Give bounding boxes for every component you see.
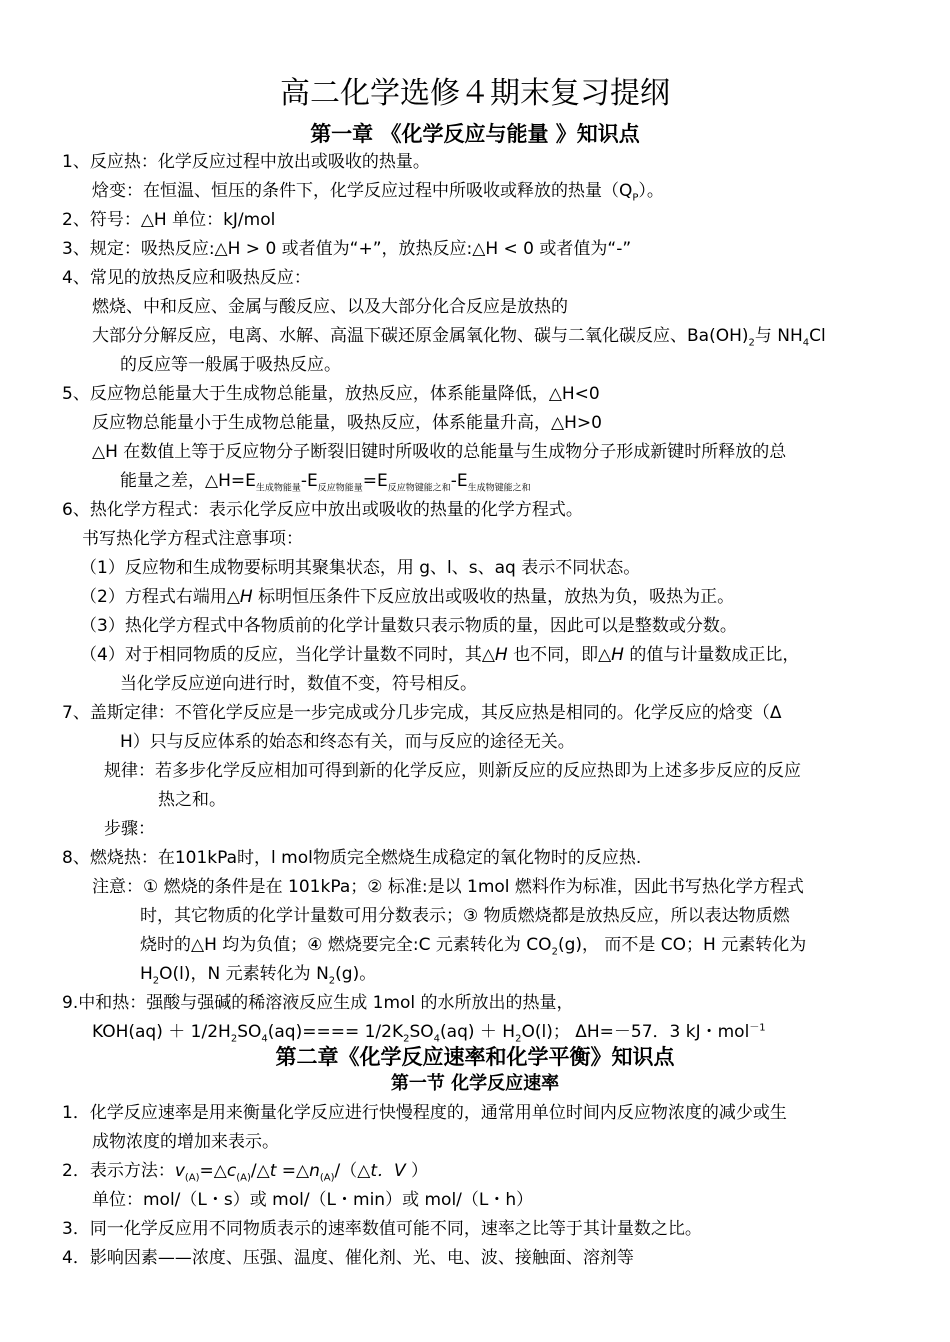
text-line: 反应物总能量小于生成物总能量，吸热反应，体系能量升高，△H>0 xyxy=(92,413,602,433)
chapter-2-heading: 第二章《化学反应速率和化学平衡》知识点 xyxy=(275,1045,675,1069)
text-line: 燃烧、中和反应、金属与酸反应、以及大部分化合反应是放热的 xyxy=(92,297,568,317)
text-line: 2．表示方法：$v_{(A)}=\triangle c_{(A)}/\triangle t$ $=\triangle n_{(A)}/(\triangle t$．V ） xyxy=(62,1161,429,1184)
text-line: 6、热化学方程式：表示化学反应中放出或吸收的热量的化学方程式。 xyxy=(62,500,583,520)
text-line: 大部分分解反应，电离、水解、高温下碳还原金属氧化物、碳与二氧化碳反应、$Ba(OH)_2$与 $NH_4Cl$ xyxy=(92,326,826,349)
text-line: （2）方程式右端用△H 标明恒压条件下反应放出或吸收的热量，放热为负，吸热为正。 xyxy=(80,587,735,607)
text-line: 3、规定：吸热反应:△H > 0 或者值为“+”，放热反应:△H < 0 或者值为“-” xyxy=(62,239,632,259)
document-title: 高二化学选修４期末复习提纲 xyxy=(280,76,670,111)
text-line: （3）热化学方程式中各物质前的化学计量数只表示物质的量，因此可以是整数或分数。 xyxy=(80,616,737,636)
text-line: 1．化学反应速率是用来衡量化学反应进行快慢程度的，通常用单位时间内反应物浓度的减少或生 xyxy=(62,1103,787,1123)
text-line: 规律：若多步化学反应相加可得到新的化学反应，则新反应的反应热即为上述多步反应的反应 xyxy=(104,761,801,781)
text-line: 焓变：在恒温、恒压的条件下，化学反应过程中所吸收或释放的热量$(Q_P)$。 xyxy=(92,181,664,204)
text-line: 4．影响因素——浓度、压强、温度、催化剂、光、电、波、接触面、溶剂等 xyxy=(62,1248,634,1268)
text-line: 注意：① 燃烧的条件是在 101kPa；② 标准:是以 1mol 燃料作为标准，因此书写热化学方程式 xyxy=(92,877,804,897)
text-line: 书写热化学方程式注意事项： xyxy=(82,529,303,549)
chapter-1-heading: 第一章 《化学反应与能量 》知识点 xyxy=(310,122,640,146)
text-line: 热之和。 xyxy=(158,790,226,810)
text-line: 成物浓度的增加来表示。 xyxy=(92,1132,279,1152)
text-line: （1）反应物和生成物要标明其聚集状态，用 g、l、s、aq 表示不同状态。 xyxy=(80,558,641,578)
text-line: H）只与反应体系的始态和终态有关，而与反应的途径无关。 xyxy=(120,732,575,752)
text-line: 2、符号：△H 单位：kJ/mol xyxy=(62,210,276,230)
text-line: 单位：mol/（L・s）或 mol/（L・min）或 mol/（L・h） xyxy=(92,1190,534,1210)
text-line: 7、盖斯定律：不管化学反应是一步完成或分几步完成，其反应热是相同的。化学反应的焓变（Δ xyxy=(62,703,782,723)
text-line: 3．同一化学反应用不同物质表示的速率数值可能不同，速率之比等于其计量数之比。 xyxy=(62,1219,702,1239)
text-line: （4）对于相同物质的反应，当化学计量数不同时，其△H 也不同，即△H 的值与计量数成正比， xyxy=(80,645,800,665)
text-line: 8、燃烧热：在101kPa时，l mol物质完全燃烧生成稳定的氧化物时的反应热. xyxy=(62,848,642,868)
text-line: 时，其它物质的化学计量数可用分数表示；③ 物质燃烧都是放热反应，所以表达物质燃 xyxy=(140,906,790,926)
equation-line: $KOH(aq) + 1/2H_2SO_4(aq)==== 1/2K_2SO_4(aq) + H_2O(l)$； ΔH=－57．3 kJ・mol$^{-1}$ xyxy=(92,1022,766,1045)
text-line: 1、反应热：化学反应过程中放出或吸收的热量。 xyxy=(62,152,430,172)
text-line: 4、常见的放热反应和吸热反应： xyxy=(62,268,311,288)
text-line: 9.中和热：强酸与强碱的稀溶液反应生成 1mol 的水所放出的热量， xyxy=(62,993,574,1013)
section-heading: 第一节 化学反应速率 xyxy=(390,1073,560,1094)
text-line: 当化学反应逆向进行时，数值不变，符号相反。 xyxy=(120,674,477,694)
text-line: $H_2O(l)$，N 元素转化为 $N_2(g)$。 xyxy=(140,964,377,987)
text-line: △H 在数值上等于反应物分子断裂旧键时所吸收的总能量与生成物分子形成新键时所释放的总 xyxy=(92,442,787,462)
text-line: 能量之差，$\triangle H=E_{生成物能量}-E_{反应物能量}=E_{反应物键能之和}-E_{生成物键能之和}$ xyxy=(120,471,531,494)
text-line: 烧时的△H 均为负值；④ 燃烧要完全:C 元素转化为 $CO_2(g)$， 而不是 CO；H 元素转化为 xyxy=(140,935,807,958)
text-line: 步骤： xyxy=(104,819,155,839)
text-line: 5、反应物总能量大于生成物总能量，放热反应，体系能量降低，△H<0 xyxy=(62,384,600,404)
text-line: 的反应等一般属于吸热反应。 xyxy=(120,355,341,375)
